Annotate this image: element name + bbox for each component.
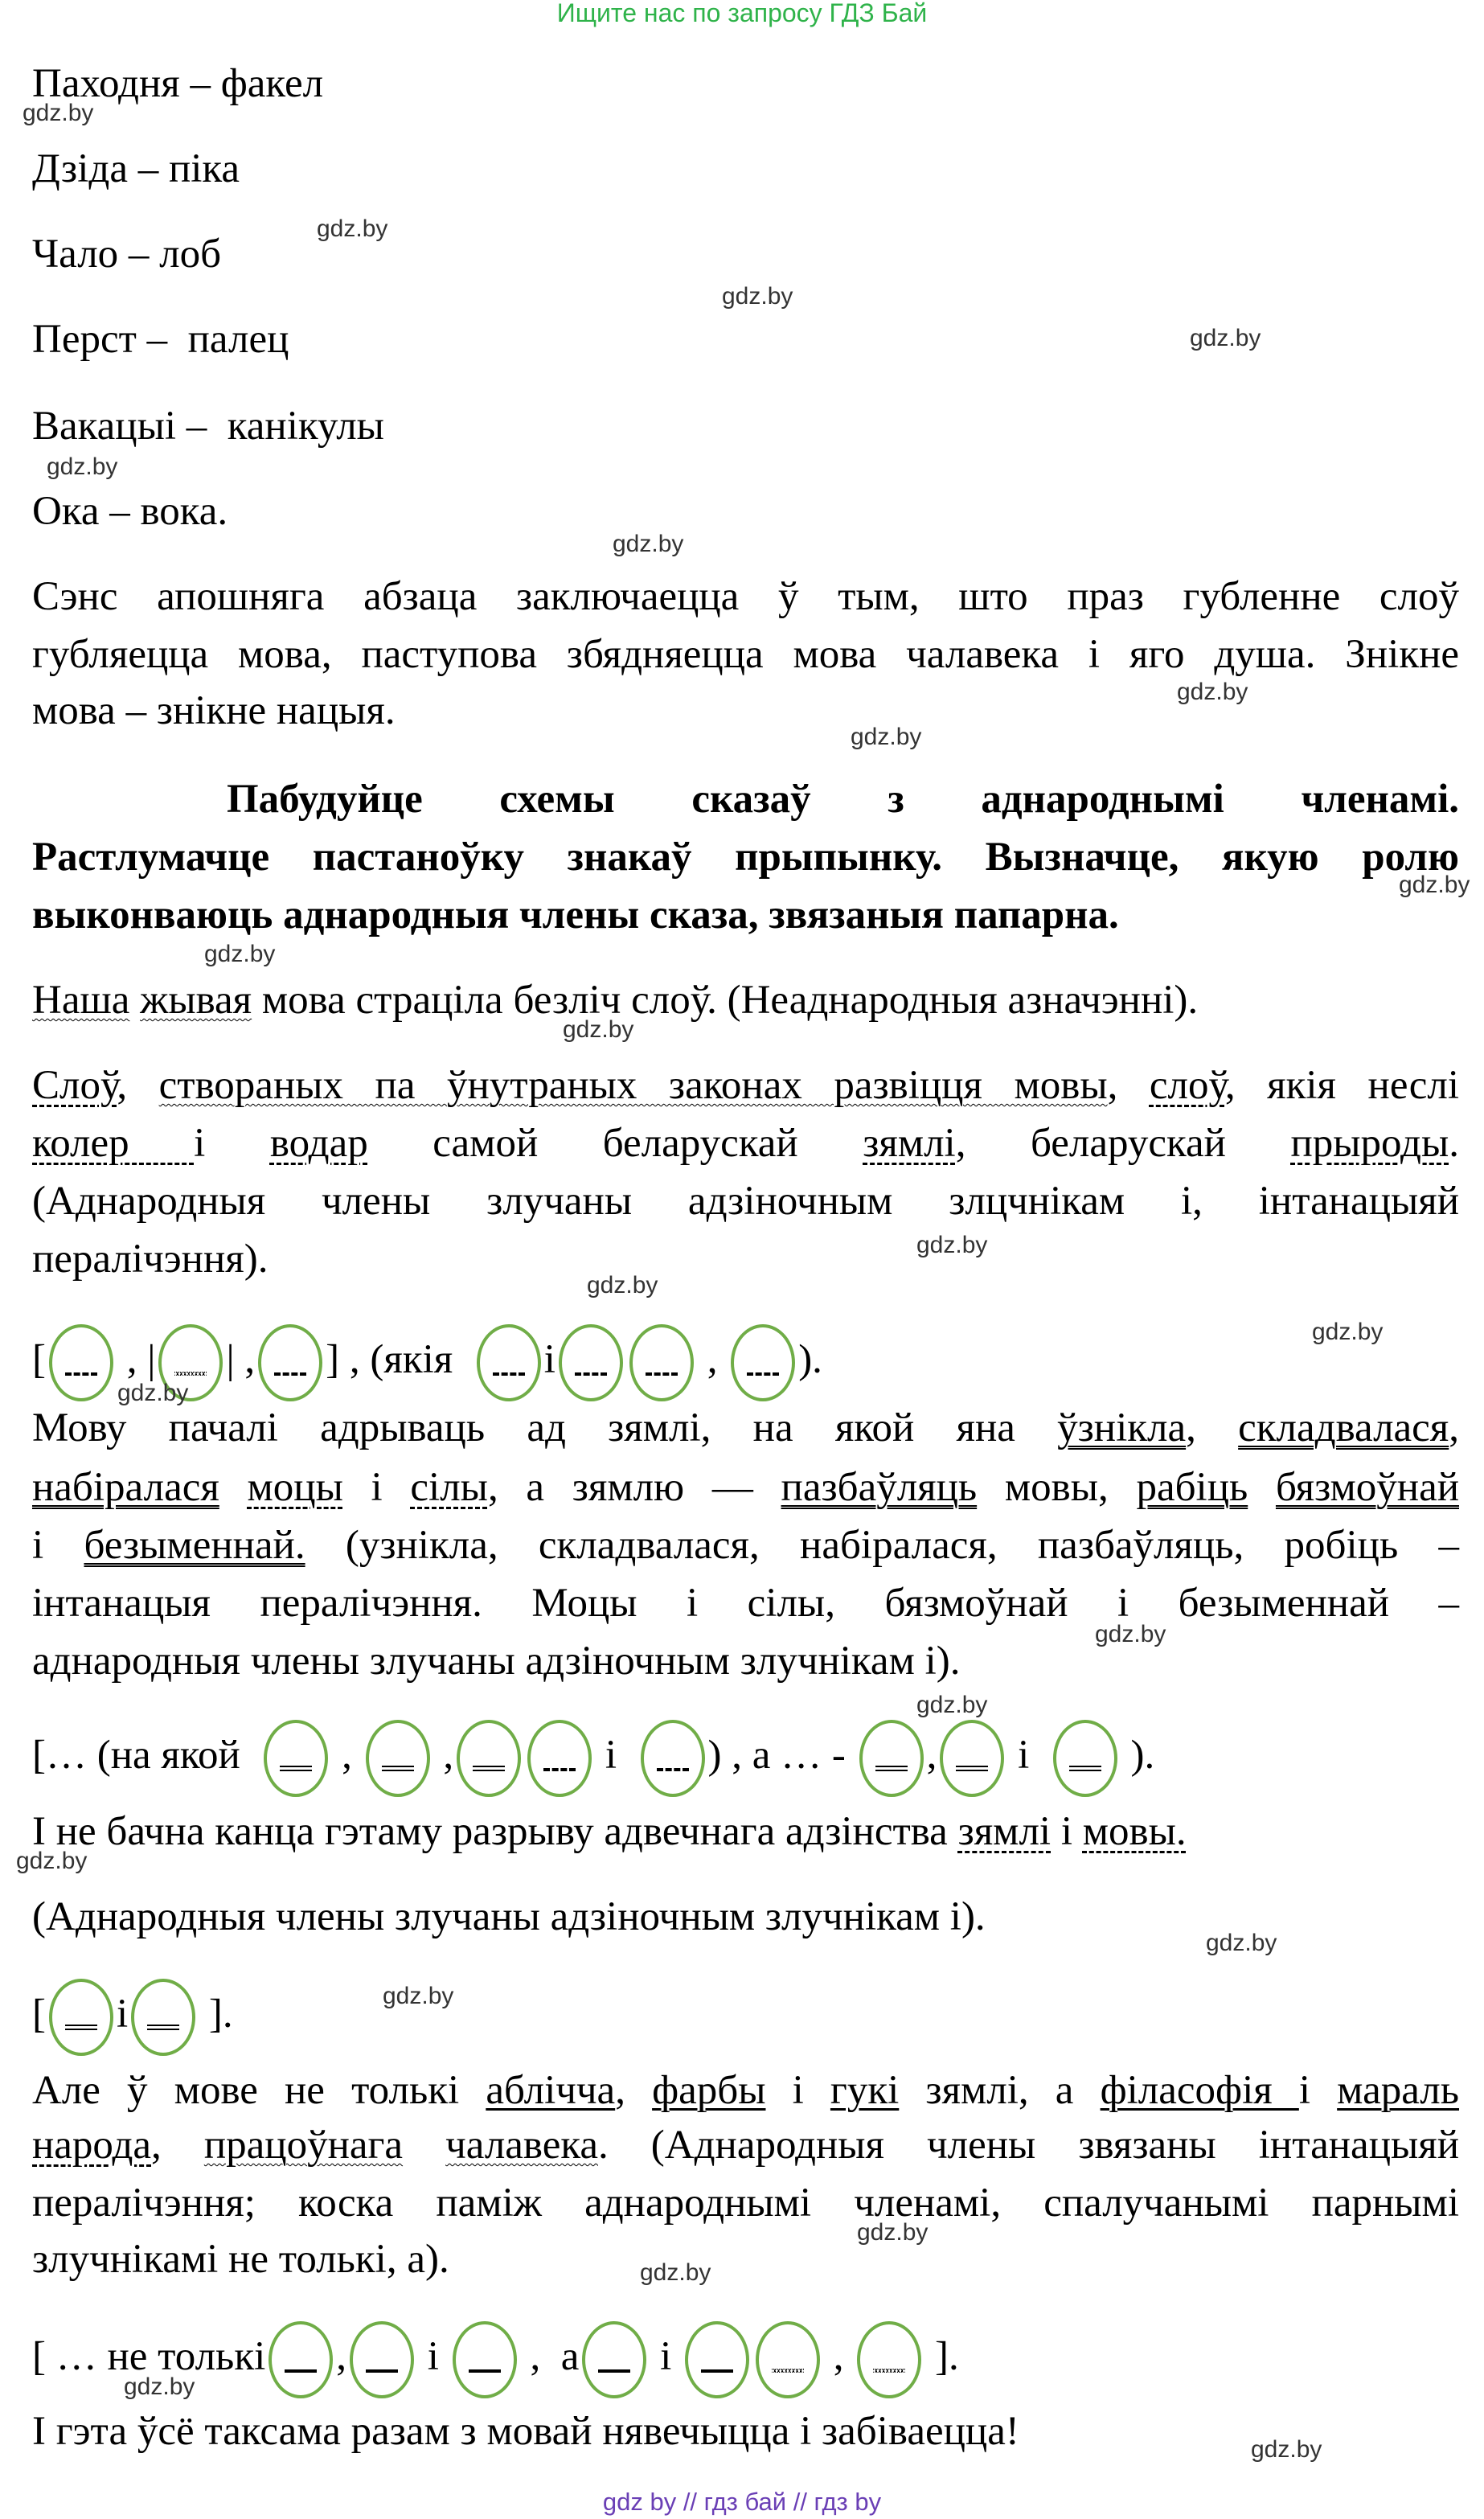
double-underlined-word: рабіць <box>1136 1465 1248 1510</box>
watermark: gdz.by <box>916 1232 988 1258</box>
text-segment: злучнікамі не толькі, а). <box>32 2237 449 2282</box>
text-segment: пералічэння). <box>32 1237 269 1282</box>
text-line <box>32 225 1459 283</box>
sentence-member-oval <box>366 1720 430 1797</box>
double-underlined-word: ўзнікла <box>1057 1405 1187 1450</box>
text-segment: [… (на якой <box>32 1733 261 1778</box>
text-segment: , <box>1107 1063 1150 1108</box>
dash-underlined-word: слоў <box>1149 1063 1225 1108</box>
watermark: gdz.by <box>1399 872 1470 898</box>
dash-underlined-word: мовы. <box>1082 1809 1187 1854</box>
text-segment: , <box>615 2068 653 2113</box>
text-segment <box>1248 1465 1276 1510</box>
text-line <box>32 1803 1459 1861</box>
watermark: gdz.by <box>16 1848 88 1874</box>
text-segment: Але ў мове не толькі <box>32 2068 486 2113</box>
double-underline-mark <box>875 1766 908 1771</box>
double-underlined-word: бязмоўнай <box>1275 1465 1460 1510</box>
text-segment: Паходня – факел <box>32 61 324 106</box>
text-line <box>32 1056 1459 1114</box>
text-segment: ]. <box>924 2334 959 2379</box>
text-segment: І не бачна канца гэтаму разрыву адвечнага адзінства <box>32 1809 958 1854</box>
watermark: gdz.by <box>916 1692 988 1718</box>
text-segment: і <box>194 1121 270 1166</box>
double-underline-mark <box>147 2025 179 2030</box>
text-line <box>32 2230 1459 2288</box>
text-segment: і <box>595 1733 637 1778</box>
solid-underline-mark <box>366 2369 398 2373</box>
solid-underlined-word: філасофія <box>1100 2068 1299 2113</box>
sentence-scheme <box>32 1711 1459 1799</box>
dash-underlined-word: прыроды <box>1290 1121 1449 1166</box>
solid-underlined-word: мараль <box>1337 2068 1460 2113</box>
text-segment: Дзіда – піка <box>32 146 240 191</box>
text-segment: [ <box>32 1337 46 1382</box>
text-line <box>32 1458 1459 1516</box>
text-segment: губляецца мова, паступова збядняецца мова чалавека і яго душа. Знікне <box>32 632 1459 677</box>
wavy-underline-mark <box>873 2369 905 2373</box>
text-segment: аднародныя члены злучаны адзіночным злучнікам і). <box>32 1639 961 1684</box>
text-line <box>32 1114 1459 1172</box>
text-segment: Вакацыі – канікулы <box>32 404 384 449</box>
sentence-member-oval <box>857 2321 921 2398</box>
double-underline-mark <box>280 1766 312 1771</box>
wavy-underlined-word: Наша <box>32 978 130 1023</box>
sentence-member-oval <box>940 1720 1004 1797</box>
double-underline-mark <box>956 1766 988 1771</box>
watermark: gdz.by <box>563 1016 634 1043</box>
sentence-member-oval <box>859 1720 924 1797</box>
text-segment: (Аднародныя члены злучаны адзіночным злцчнікам і, інтанацыяй <box>32 1179 1459 1224</box>
task-heading <box>32 886 1459 944</box>
watermark: gdz.by <box>1095 1621 1166 1647</box>
watermark: gdz.by <box>587 1272 658 1298</box>
text-segment: і <box>32 1523 84 1568</box>
text-segment: Сэнс апошняга абзаца заключаецца ў тым, што праз губленне слоў <box>32 574 1459 619</box>
text-segment: і <box>116 1992 129 2037</box>
wavy-underlined-word: працоўнага <box>203 2123 404 2168</box>
watermark: gdz.by <box>722 283 793 310</box>
text-line <box>32 2174 1459 2232</box>
text-segment: зямлі, а <box>899 2068 1101 2113</box>
text-segment: (Аднародныя члены злучаны адзіночным злучнікам і). <box>32 1894 986 1939</box>
text-line <box>32 1574 1459 1632</box>
text-segment: . <box>1449 1121 1460 1166</box>
watermark: gdz.by <box>613 531 684 557</box>
text-segment: , <box>336 2334 347 2379</box>
watermark: gdz.by <box>1190 325 1261 351</box>
text-line <box>32 1516 1459 1574</box>
sentence-member-oval <box>264 1720 328 1797</box>
text-segment: ]. <box>199 1992 233 2037</box>
text-segment: ). <box>1120 1733 1155 1778</box>
dash-underline-mark <box>493 1372 525 1376</box>
text-segment: Чало – лоб <box>32 232 222 277</box>
sentence-member-oval <box>477 1324 541 1401</box>
text-segment: і <box>650 2334 682 2379</box>
text-segment: выконваюць аднародныя члены сказа, звязаныя папарна. <box>32 892 1119 937</box>
text-line <box>32 55 1459 113</box>
text-line <box>32 1399 1459 1457</box>
text-segment: , <box>823 2334 855 2379</box>
text-segment: , а <box>519 2334 580 2379</box>
watermark: gdz.by <box>47 453 118 480</box>
site-header-link[interactable]: Ищите нас по запросу ГДЗ Бай <box>556 0 928 27</box>
solid-underlined-word: фарбы <box>652 2068 766 2113</box>
double-underline-mark <box>1069 1766 1101 1771</box>
watermark: gdz.by <box>383 1983 454 2009</box>
wavy-underline-mark <box>772 2369 804 2373</box>
text-line <box>32 1172 1459 1230</box>
text-line <box>32 1230 1459 1288</box>
text-segment: , <box>926 1733 937 1778</box>
text-segment: Перст – палец <box>32 317 289 362</box>
sentence-member-oval <box>582 2321 646 2398</box>
text-line <box>32 568 1459 626</box>
sentence-member-oval <box>453 2321 517 2398</box>
watermark: gdz.by <box>1177 679 1248 705</box>
double-underline-mark <box>65 2025 97 2030</box>
double-underline-mark <box>382 1766 414 1771</box>
text-segment: , <box>1449 1405 1459 1450</box>
watermark: gdz.by <box>124 2373 195 2400</box>
text-line <box>32 2062 1459 2119</box>
sentence-member-oval <box>49 1324 113 1401</box>
text-segment: Мову пачалі адрываць ад зямлі, на якой яна <box>32 1405 1058 1450</box>
sentence-member-oval <box>350 2321 414 2398</box>
watermark: gdz.by <box>117 1380 189 1406</box>
text-segment: [ <box>32 1992 46 2037</box>
text-segment: мова страціла безліч слоў. (Неаднародныя азначэнні). <box>252 978 1199 1023</box>
double-underlined-word: безыменнай. <box>84 1523 305 1568</box>
wavy-underlined-word: чалавека <box>445 2123 598 2168</box>
text-segment <box>129 978 140 1023</box>
text-segment: , а зямлю — <box>487 1465 781 1510</box>
dash-underlined-word: моцы <box>247 1465 343 1510</box>
sentence-member-oval <box>269 2321 333 2398</box>
sentence-member-oval <box>1053 1720 1117 1797</box>
text-segment: Ока – вока. <box>32 489 228 534</box>
watermark: gdz.by <box>851 724 922 750</box>
text-line <box>32 140 1459 198</box>
sentence-member-oval <box>527 1720 592 1797</box>
sentence-member-oval <box>457 1720 521 1797</box>
text-segment: І гэта ўсё таксама разам з мовай нявечыцца і забіваецца! <box>32 2409 1019 2454</box>
dash-underline-mark <box>747 1372 779 1376</box>
text-segment: , <box>696 1337 728 1382</box>
text-segment: (узнікла, складвалася, набіралася, пазбаўляць, робіць – <box>305 1523 1460 1568</box>
dash-underline-mark <box>646 1372 678 1376</box>
solid-underlined-word: гукі <box>830 2068 900 2113</box>
sentence-scheme <box>32 1970 1459 2058</box>
text-segment: , беларускай <box>955 1121 1291 1166</box>
sentence-member-oval <box>49 1979 113 2056</box>
text-segment: самой беларускай <box>367 1121 863 1166</box>
text-segment: Пабудуйце схемы сказаў з аднароднымі членамі. <box>227 777 1459 822</box>
text-segment: і <box>417 2334 449 2379</box>
wavy-underlined-word: створаных па ўнутраных законах развіцця мовы <box>158 1063 1108 1108</box>
text-segment: пералічэння; коска паміж аднароднымі членамі, спалучанымі парнымі <box>32 2181 1459 2226</box>
text-segment: ). <box>798 1337 822 1382</box>
solid-underline-mark <box>701 2369 733 2373</box>
sentence-member-oval <box>131 1979 195 2056</box>
text-line <box>32 971 1459 1029</box>
sentence-member-oval <box>559 1324 623 1401</box>
watermark: gdz.by <box>1312 1319 1384 1345</box>
wavy-underline-mark <box>174 1372 207 1376</box>
text-segment: ) , а … - <box>707 1733 856 1778</box>
text-line <box>32 2116 1459 2174</box>
watermark: gdz.by <box>857 2219 929 2246</box>
dash-underline-mark <box>274 1372 306 1376</box>
text-segment: і <box>1051 1809 1083 1854</box>
text-segment: ] , (якія <box>326 1337 473 1382</box>
watermark: gdz.by <box>1206 1930 1277 1956</box>
watermark: gdz.by <box>640 2259 711 2286</box>
text-segment: , | <box>116 1337 156 1382</box>
text-segment: , <box>331 1733 363 1778</box>
dash-underline-mark <box>575 1372 607 1376</box>
text-segment: , якія неслі <box>1224 1063 1459 1108</box>
text-line <box>32 2402 1459 2460</box>
solid-underline-mark <box>598 2369 630 2373</box>
dash-underlined-word: народа <box>32 2123 152 2168</box>
text-segment: | , <box>226 1337 256 1382</box>
text-segment: і <box>1007 1733 1050 1778</box>
text-segment: мовы, <box>977 1465 1137 1510</box>
double-underlined-word: пазбаўляць <box>781 1465 978 1510</box>
sentence-member-oval <box>641 1720 705 1797</box>
solid-underline-mark <box>285 2369 317 2373</box>
dash-underlined-word: водар <box>269 1121 368 1166</box>
dash-underline-mark <box>657 1768 689 1771</box>
text-segment <box>219 1465 248 1510</box>
text-line <box>32 1632 1459 1690</box>
sentence-scheme <box>32 2312 1459 2401</box>
text-segment: , <box>1186 1405 1239 1450</box>
text-line <box>32 626 1459 683</box>
text-segment: і <box>1298 2068 1338 2113</box>
sentence-member-oval <box>258 1324 322 1401</box>
text-segment: Растлумачце пастаноўку знакаў прыпынку. Вызначце, якую ролю <box>32 835 1459 880</box>
solid-underlined-word: аблічча <box>486 2068 616 2113</box>
watermark: gdz.by <box>23 100 94 126</box>
text-segment: . (Аднародныя члены звязаны інтанацыяй <box>598 2123 1459 2168</box>
watermark: gdz.by <box>317 215 388 242</box>
text-segment: , <box>432 1733 454 1778</box>
text-segment: , <box>151 2123 204 2168</box>
dash-underline-mark <box>65 1372 97 1376</box>
dash-underlined-word: сілы <box>410 1465 488 1510</box>
solid-underline-mark <box>469 2369 501 2373</box>
task-heading <box>32 828 1459 886</box>
footer-links[interactable]: gdz by // гдз бай // гдз by <box>602 2488 882 2516</box>
dash-underline-mark <box>543 1768 576 1771</box>
sentence-member-oval <box>756 2321 820 2398</box>
text-segment: і <box>543 1337 555 1382</box>
double-underline-mark <box>473 1766 505 1771</box>
wavy-underlined-word: жывая <box>140 978 252 1023</box>
task-heading <box>227 770 1459 828</box>
text-segment: [ … не толькі <box>32 2334 266 2379</box>
dash-underlined-word: зямлі <box>863 1121 956 1166</box>
double-underlined-word: складвалася <box>1238 1405 1449 1450</box>
dash-underlined-word: Слоў <box>32 1063 117 1108</box>
sentence-scheme <box>32 1315 1459 1404</box>
text-segment: мова – знікне нацыя. <box>32 688 396 733</box>
sentence-member-oval <box>731 1324 795 1401</box>
text-line <box>32 482 1459 540</box>
watermark: gdz.by <box>204 941 276 967</box>
text-segment: , <box>117 1063 159 1108</box>
text-segment: інтанацыя пералічэння. Моцы і сілы, бязмоўнай і безыменнай – <box>32 1581 1459 1626</box>
text-segment <box>403 2123 445 2168</box>
text-line <box>32 397 1459 455</box>
dash-underlined-word: колер <box>32 1121 195 1166</box>
double-underlined-word: набіралася <box>32 1465 219 1510</box>
text-segment: і <box>765 2068 830 2113</box>
watermark: gdz.by <box>1251 2436 1322 2463</box>
dash-underlined-word: зямлі <box>957 1809 1052 1854</box>
text-segment: і <box>342 1465 411 1510</box>
sentence-member-oval <box>685 2321 749 2398</box>
sentence-member-oval <box>629 1324 694 1401</box>
